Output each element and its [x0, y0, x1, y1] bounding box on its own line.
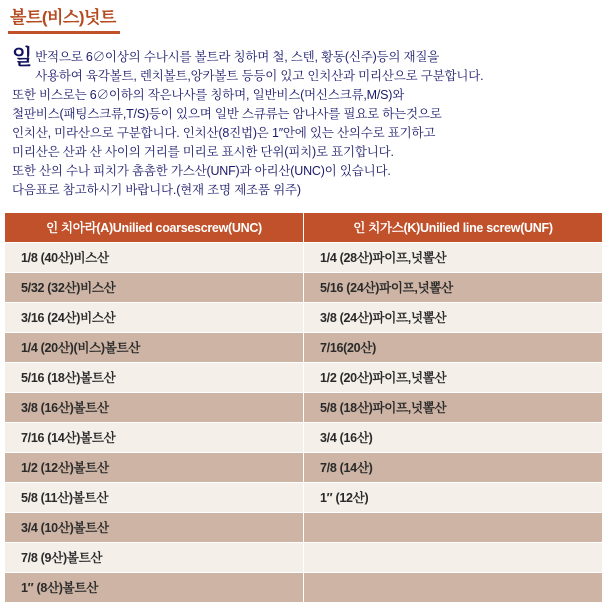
intro-line-4: 인치산, 미라산으로 구분합니다. 인치산(8진법)은 1″안에 있는 산의수로 표기하고	[12, 126, 436, 140]
cell-unc: 7/16 (14산)볼트산	[5, 423, 304, 453]
cell-unf: 3/8 (24산)파이프,넛뽈산	[304, 303, 603, 333]
intro-line-0: 반적으로 6∅이상의 수나시를 볼트라 칭하며 철, 스텐, 황동(신주)등의 재질을	[35, 50, 440, 64]
cell-unc: 5/32 (32산)비스산	[5, 273, 304, 303]
table-row	[5, 483, 603, 513]
cell-unf: 3/4 (16산)	[304, 423, 603, 453]
column-header-unc: 인 치아라(A)Unilied coarsescrew(UNC)	[5, 213, 304, 243]
cell-unf	[304, 543, 603, 573]
table-row	[5, 513, 603, 543]
table-row	[5, 333, 603, 363]
cell-unf: 1/4 (28산)파이프,넛뽈산	[304, 243, 603, 273]
table-row	[5, 303, 603, 333]
table-row	[5, 273, 603, 303]
cell-unc: 1/2 (12산)볼트산	[5, 453, 304, 483]
cell-unf	[304, 573, 603, 603]
cell-unc: 3/16 (24산)비스산	[5, 303, 304, 333]
cell-unc: 5/8 (11산)볼트산	[5, 483, 304, 513]
spec-table	[4, 212, 603, 603]
table-row	[5, 243, 603, 273]
column-header-unf: 인 치가스(K)Unilied line screw(UNF)	[304, 213, 603, 243]
cell-unc: 3/8 (16산)볼트산	[5, 393, 304, 423]
table-row	[5, 393, 603, 423]
cell-unf: 1/2 (20산)파이프,넛뽈산	[304, 363, 603, 393]
cell-unf: 5/16 (24산)파이프,넛뽈산	[304, 273, 603, 303]
spec-table-wrap	[0, 212, 607, 603]
intro-line-7: 다음표로 참고하시기 바랍니다.(현재 조명 제조품 위주)	[12, 183, 301, 197]
title-area	[0, 0, 607, 34]
intro-line-5: 미리산은 산과 산 사이의 거리를 미리로 표시한 단위(피치)로 표기합니다.	[12, 145, 394, 159]
table-row	[5, 543, 603, 573]
cell-unc: 1″ (8산)볼트산	[5, 573, 304, 603]
intro-line-6: 또한 산의 수나 피치가 촘촘한 가스산(UNF)과 아리산(UNC)이 있습니다.	[12, 164, 391, 178]
intro-line-2: 또한 비스로는 6∅이하의 작은나사를 칭하며, 일반비스(머신스크류,M/S)와	[12, 88, 405, 102]
cell-unc: 7/8 (9산)볼트산	[5, 543, 304, 573]
table-row	[5, 573, 603, 603]
intro-line-1: 사용하여 육각볼트, 렌치볼트,앙카볼트 등등이 있고 인치산과 미리산으로 구분합니다.	[35, 69, 484, 83]
cell-unc: 3/4 (10산)볼트산	[5, 513, 304, 543]
cell-unc: 1/8 (40산)비스산	[5, 243, 304, 273]
cell-unf: 5/8 (18산)파이프,넛뽈산	[304, 393, 603, 423]
cell-unc: 1/4 (20산)(비스)볼트산	[5, 333, 304, 363]
drop-cap: 일	[12, 46, 33, 69]
table-row	[5, 423, 603, 453]
cell-unf: 7/8 (14산)	[304, 453, 603, 483]
page-title: 볼트(비스)넛트	[8, 8, 120, 34]
cell-unf: 7/16(20산)	[304, 333, 603, 363]
intro-line-3: 철판비스(패팅스크류,T/S)등이 있으며 일반 스큐류는 암나사를 필요로 하는것으로	[12, 107, 442, 121]
cell-unf: 1″ (12산)	[304, 483, 603, 513]
table-body	[5, 243, 603, 603]
table-row	[5, 363, 603, 393]
cell-unc: 5/16 (18산)볼트산	[5, 363, 304, 393]
table-header-row	[5, 213, 603, 243]
table-row	[5, 453, 603, 483]
cell-unf	[304, 513, 603, 543]
intro-paragraph	[0, 48, 607, 200]
table-head	[5, 213, 603, 243]
